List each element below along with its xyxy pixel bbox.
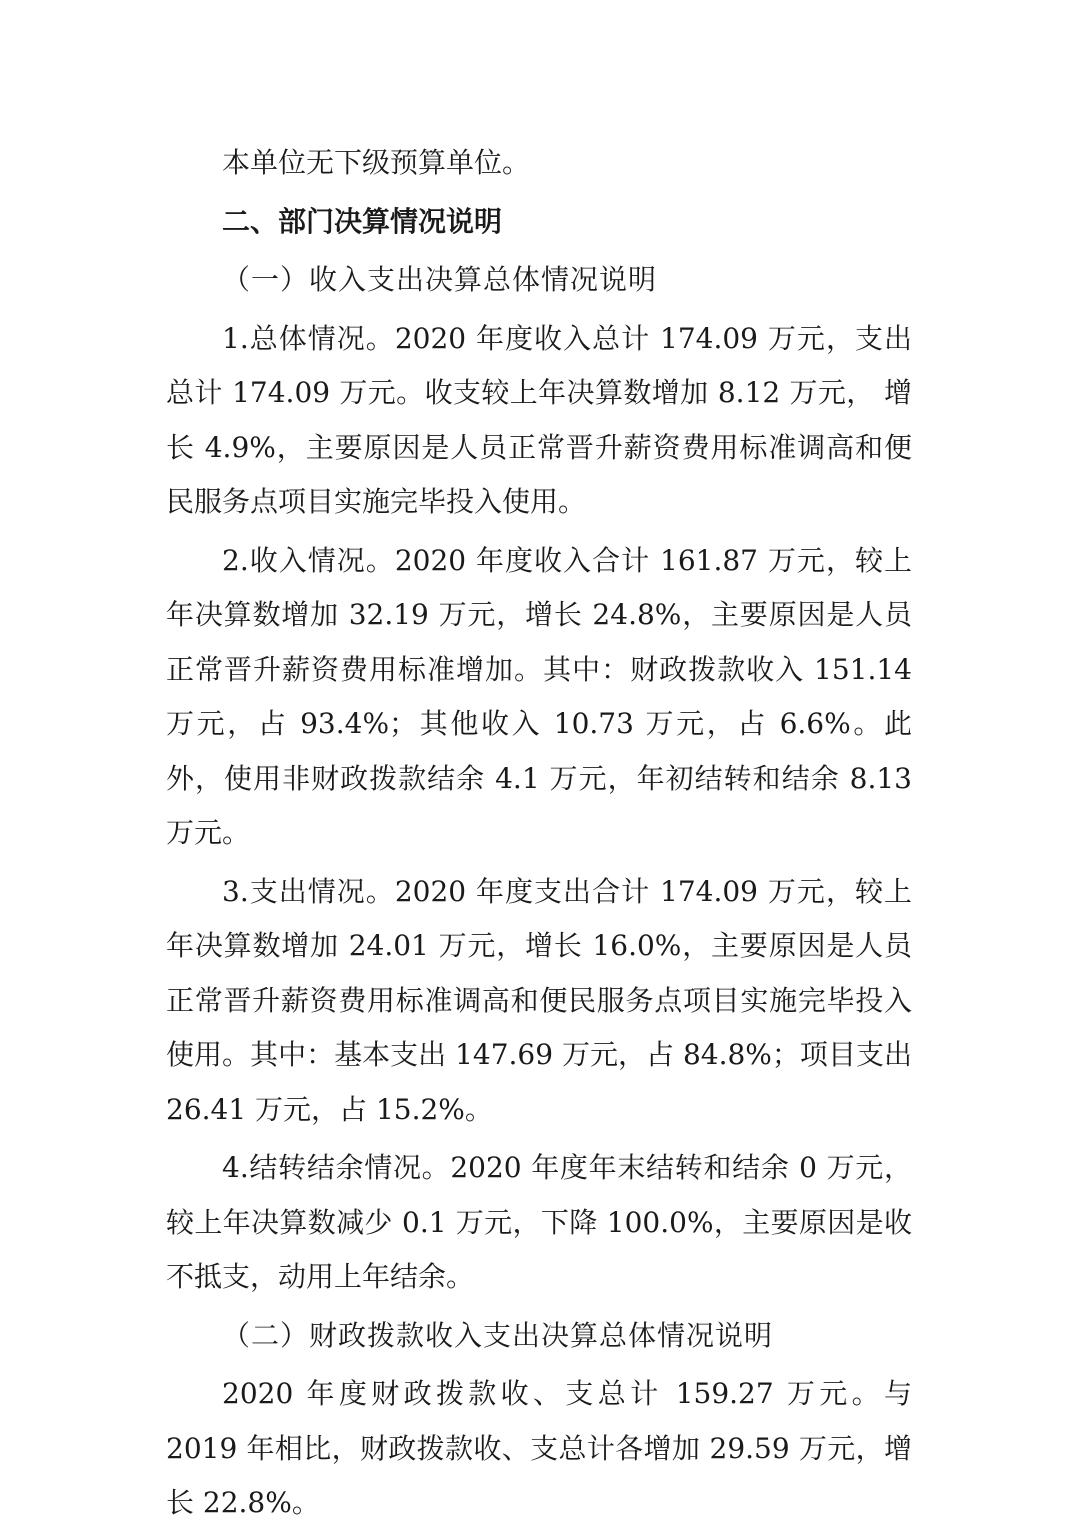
paragraph-total: 1.总体情况。2020 年度收入总计 174.09 万元，支出总计 174.09 万元。收支较上年决算数增加 8.12 万元， 增长 4.9%，主要原因是人员正常晋升薪资费用标准调高和便民服务点项目实施完毕投入使用。 (166, 321, 912, 518)
section-heading: 二、部门决算情况说明 (222, 204, 503, 238)
paragraph-income: 2.收入情况。2020 年度收入合计 161.87 万元，较上年决算数增加 32.19 万元，增长 24.8%，主要原因是人员正常晋升薪资费用标准增加。其中：财政拨款收入 151.14 万元，占 93.4%；其他收入 10.73 万元，占 6.6%。此外，使用非财政拨款结余 4.1 万元，年初结转和结余 8.13 万元。 (166, 543, 912, 849)
subsection-heading-2: （二）财政拨款收入支出决算总体情况说明 (222, 1318, 774, 1352)
subsection-heading-1: （一）收入支出决算总体情况说明 (222, 263, 658, 296)
paragraph-expense: 3.支出情况。2020 年度支出合计 174.09 万元，较上年决算数增加 24.01 万元，增长 16.0%，主要原因是人员正常晋升薪资费用标准调高和便民服务点项目实施完毕投入使用。其中：基本支出 147.69 万元，占 84.8%；项目支出 26.41 万元，占 15.2%。 (166, 874, 912, 1126)
paragraph-balance: 4.结转结余情况。2020 年度年末结转和结余 0 万元，较上年决算数减少 0.1 万元，下降 100.0%，主要原因是收不抵支，动用上年结余。 (166, 1151, 912, 1293)
document-body (166, 136, 912, 1531)
intro-paragraph: 本单位无下级预算单位。 (222, 146, 531, 179)
paragraph-fiscal: 2020 年度财政拨款收、支总计 159.27 万元。与 2019 年相比，财政拨款收、支总计各增加 29.59 万元，增长 22.8%。 (166, 1377, 912, 1519)
